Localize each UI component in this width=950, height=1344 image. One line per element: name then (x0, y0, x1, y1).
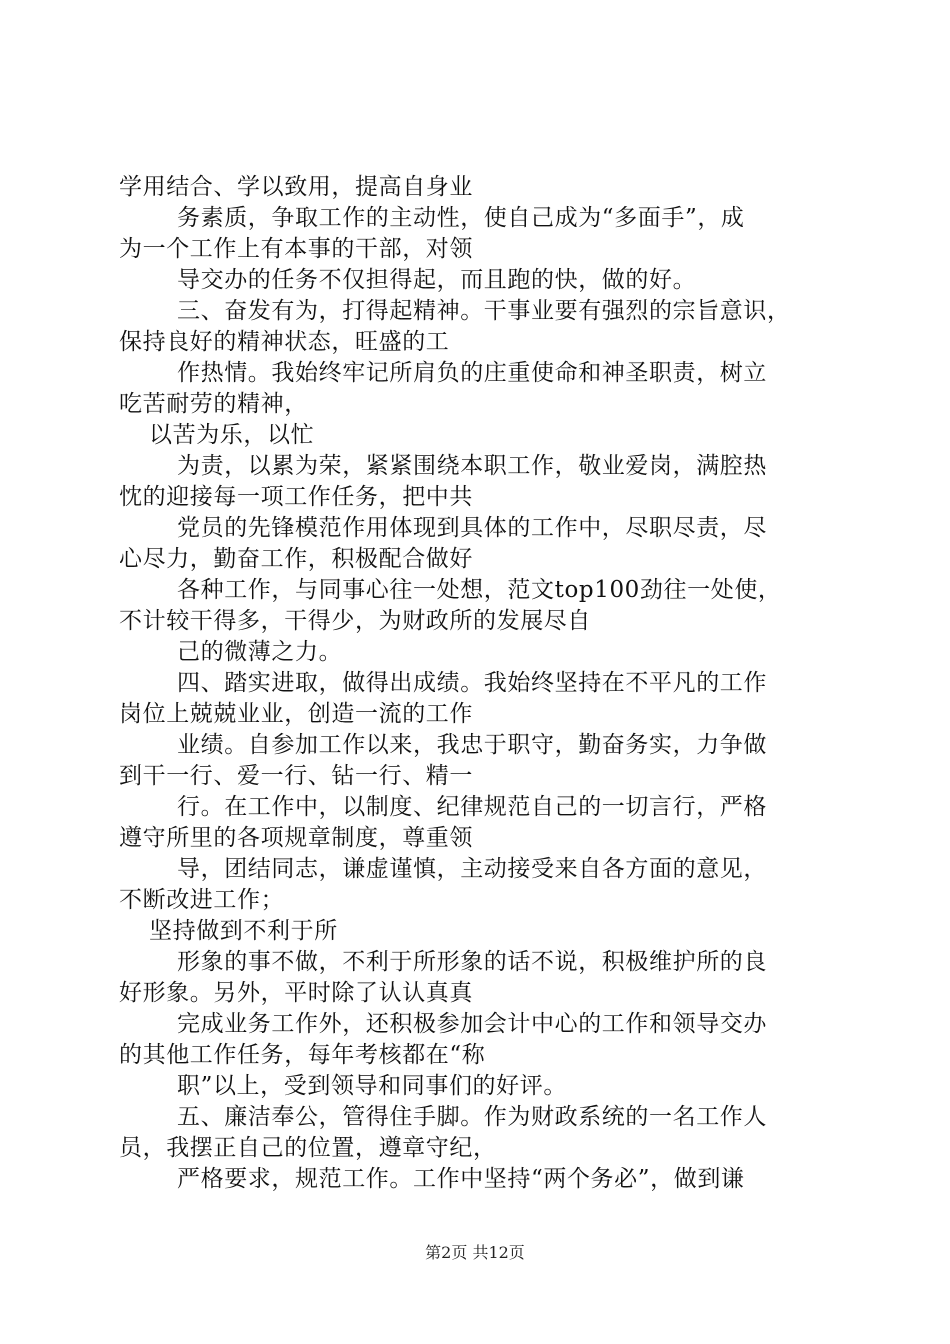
text-line: 坚持做到不利于所 (149, 918, 338, 944)
text-line: 心尽力，勤奋工作，积极配合做好 (119, 546, 473, 572)
text-line: 吃苦耐劳的精神， (119, 391, 308, 417)
text-line: 五、廉洁奉公，管得住手脚。作为财政系统的一名工作人 (177, 1104, 767, 1130)
text-line: 己的微薄之力。 (177, 639, 343, 665)
text-line: 职”以上，受到领导和同事们的好评。 (177, 1073, 567, 1099)
text-line: 四、踏实进取，做得出成绩。我始终坚持在不平凡的工作 (177, 670, 767, 696)
text-line: 不断改进工作； (119, 887, 285, 913)
text-line: 忱的迎接每一项工作任务，把中共 (119, 484, 473, 510)
text-line: 作热情。我始终牢记所肩负的庄重使命和神圣职责，树立 (177, 360, 767, 386)
text-line: 严格要求，规范工作。工作中坚持“两个务必”，做到谦 (177, 1166, 745, 1192)
text-line: 岗位上兢兢业业，创造一流的工作 (119, 701, 473, 727)
text-line: 三、奋发有为，打得起精神。干事业要有强烈的宗旨意识， (177, 298, 791, 324)
text-line: 到干一行、爱一行、钻一行、精一 (119, 763, 473, 789)
text-line: 完成业务工作外，还积极参加会计中心的工作和领导交办 (177, 1011, 767, 1037)
text-line: 好形象。另外，平时除了认认真真 (119, 980, 473, 1006)
document-body (119, 172, 839, 1195)
text-line: 不计较干得多，干得少，为财政所的发展尽自 (119, 608, 591, 634)
page-number: 第2页 共12页 (425, 1243, 525, 1262)
text-line: 党员的先锋模范作用体现到具体的工作中，尽职尽责，尽 (177, 515, 767, 541)
text-line: 各种工作，与同事心往一处想，范文top100劲往一处使， (177, 577, 782, 603)
text-line: 为一个工作上有本事的干部，对领 (119, 236, 473, 262)
text-line: 的其他工作任务，每年考核都在“称 (119, 1042, 486, 1068)
text-line: 保持良好的精神状态，旺盛的工 (119, 329, 450, 355)
text-line: 导，团结同志，谦虚谨慎，主动接受来自各方面的意见， (177, 856, 767, 882)
text-line: 员，我摆正自己的位置，遵章守纪， (119, 1135, 497, 1161)
text-line: 务素质，争取工作的主动性，使自己成为“多面手”，成 (177, 205, 745, 231)
text-line: 业绩。自参加工作以来，我忠于职守，勤奋务实，力争做 (177, 732, 767, 758)
text-line: 遵守所里的各项规章制度，尊重领 (119, 825, 473, 851)
text-line: 为责，以累为荣，紧紧围绕本职工作，敬业爱岗，满腔热 (177, 453, 767, 479)
text-line: 学用结合、学以致用，提高自身业 (119, 174, 473, 200)
text-line: 形象的事不做，不利于所形象的话不说，积极维护所的良 (177, 949, 767, 975)
text-line: 行。在工作中，以制度、纪律规范自己的一切言行，严格 (177, 794, 767, 820)
text-line: 以苦为乐，以忙 (149, 422, 315, 448)
text-line: 导交办的任务不仅担得起，而且跑的快，做的好。 (177, 267, 697, 293)
